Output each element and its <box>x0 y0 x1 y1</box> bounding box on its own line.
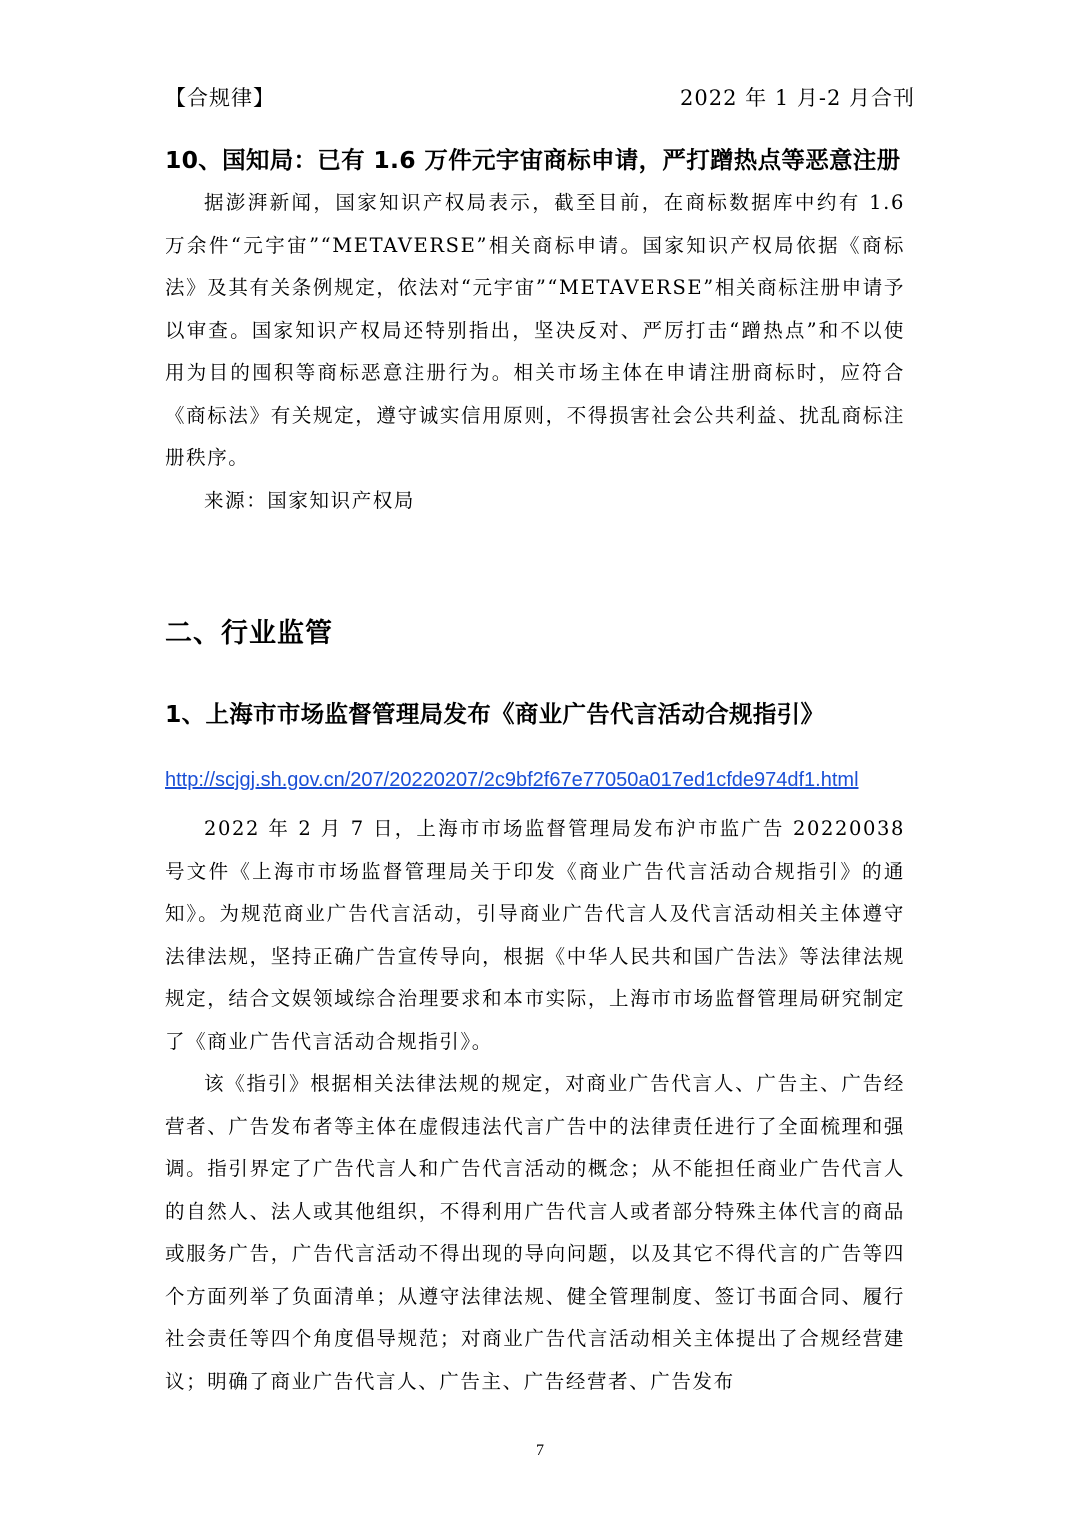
item-1-paragraph-2: 该《指引》根据相关法律法规的规定，对商业广告代言人、广告主、广告经营者、广告发布者等主体在虚假违法代言广告中的法律责任进行了全面梳理和强调。指引界定了广告代言人和广告代言活动的概念；从不能担任商业广告代言人的自然人、法人或其他组织，不得利用广告代言人或者部分特殊主体代言的商品或服务广告，广告代言活动不得出现的导向问题，以及其它不得代言的广告等四个方面列举了负面清单；从遵守法律法规、健全管理制度、签订书面合同、履行社会责任等四个角度倡导规范；对商业广告代言活动相关主体提出了合规经营建议；明确了商业广告代言人、广告主、广告经营者、广告发布 <box>165 1072 905 1393</box>
item-1-link[interactable]: http://scjgj.sh.gov.cn/207/20220207/2c9bf2f67e77050a017ed1cfde974df1.html <box>165 769 859 791</box>
item-1-paragraph-1: 2022 年 2 月 7 日，上海市市场监督管理局发布沪市监广告 20220038 号文件《上海市市场监督管理局关于印发《商业广告代言活动合规指引》的通知》。为规范商业广告代言活动，引导商业广告代言人及代言活动相关主体遵守法律法规，坚持正确广告宣传导向，根据《中华人民共和国广告法》等法律法规规定，结合文娱领域综合治理要求和本市实际，上海市市场监督管理局研究制定了《商业广告代言活动合规指引》。 <box>165 817 905 1053</box>
page-number: 7 <box>536 1442 544 1459</box>
section-2-title: 二、行业监管 <box>165 618 333 649</box>
header-journal-name: 【合规律】 <box>165 86 275 110</box>
news-10-body: 据澎湃新闻，国家知识产权局表示，截至目前，在商标数据库中约有 1.6 万余件“元宇宙”“METAVERSE”相关商标申请。国家知识产权局依据《商标法》及其有关条例规定，依法对“元宇宙”“METAVERSE”相关商标注册申请予以审查。国家知识产权局还特别指出，坚决反对、严厉打击“蹭热点”和不以使用为目的囤积等商标恶意注册行为。相关市场主体在申请注册商标时，应符合《商标法》有关规定，遵守诚实信用原则，不得损害社会公共利益、扰乱商标注册秩序。 <box>165 191 905 469</box>
page-content <box>165 138 905 1403</box>
item-1-title: 1、上海市市场监督管理局发布《商业广告代言活动合规指引》 <box>165 700 825 728</box>
news-10-source: 来源：国家知识产权局 <box>204 488 416 512</box>
page-header <box>165 82 915 112</box>
header-issue: 2022 年 1 月-2 月合刊 <box>680 86 915 110</box>
news-10-title: 10、国知局：已有 1.6 万件元宇宙商标申请，严打蹭热点等恶意注册 <box>165 146 901 174</box>
